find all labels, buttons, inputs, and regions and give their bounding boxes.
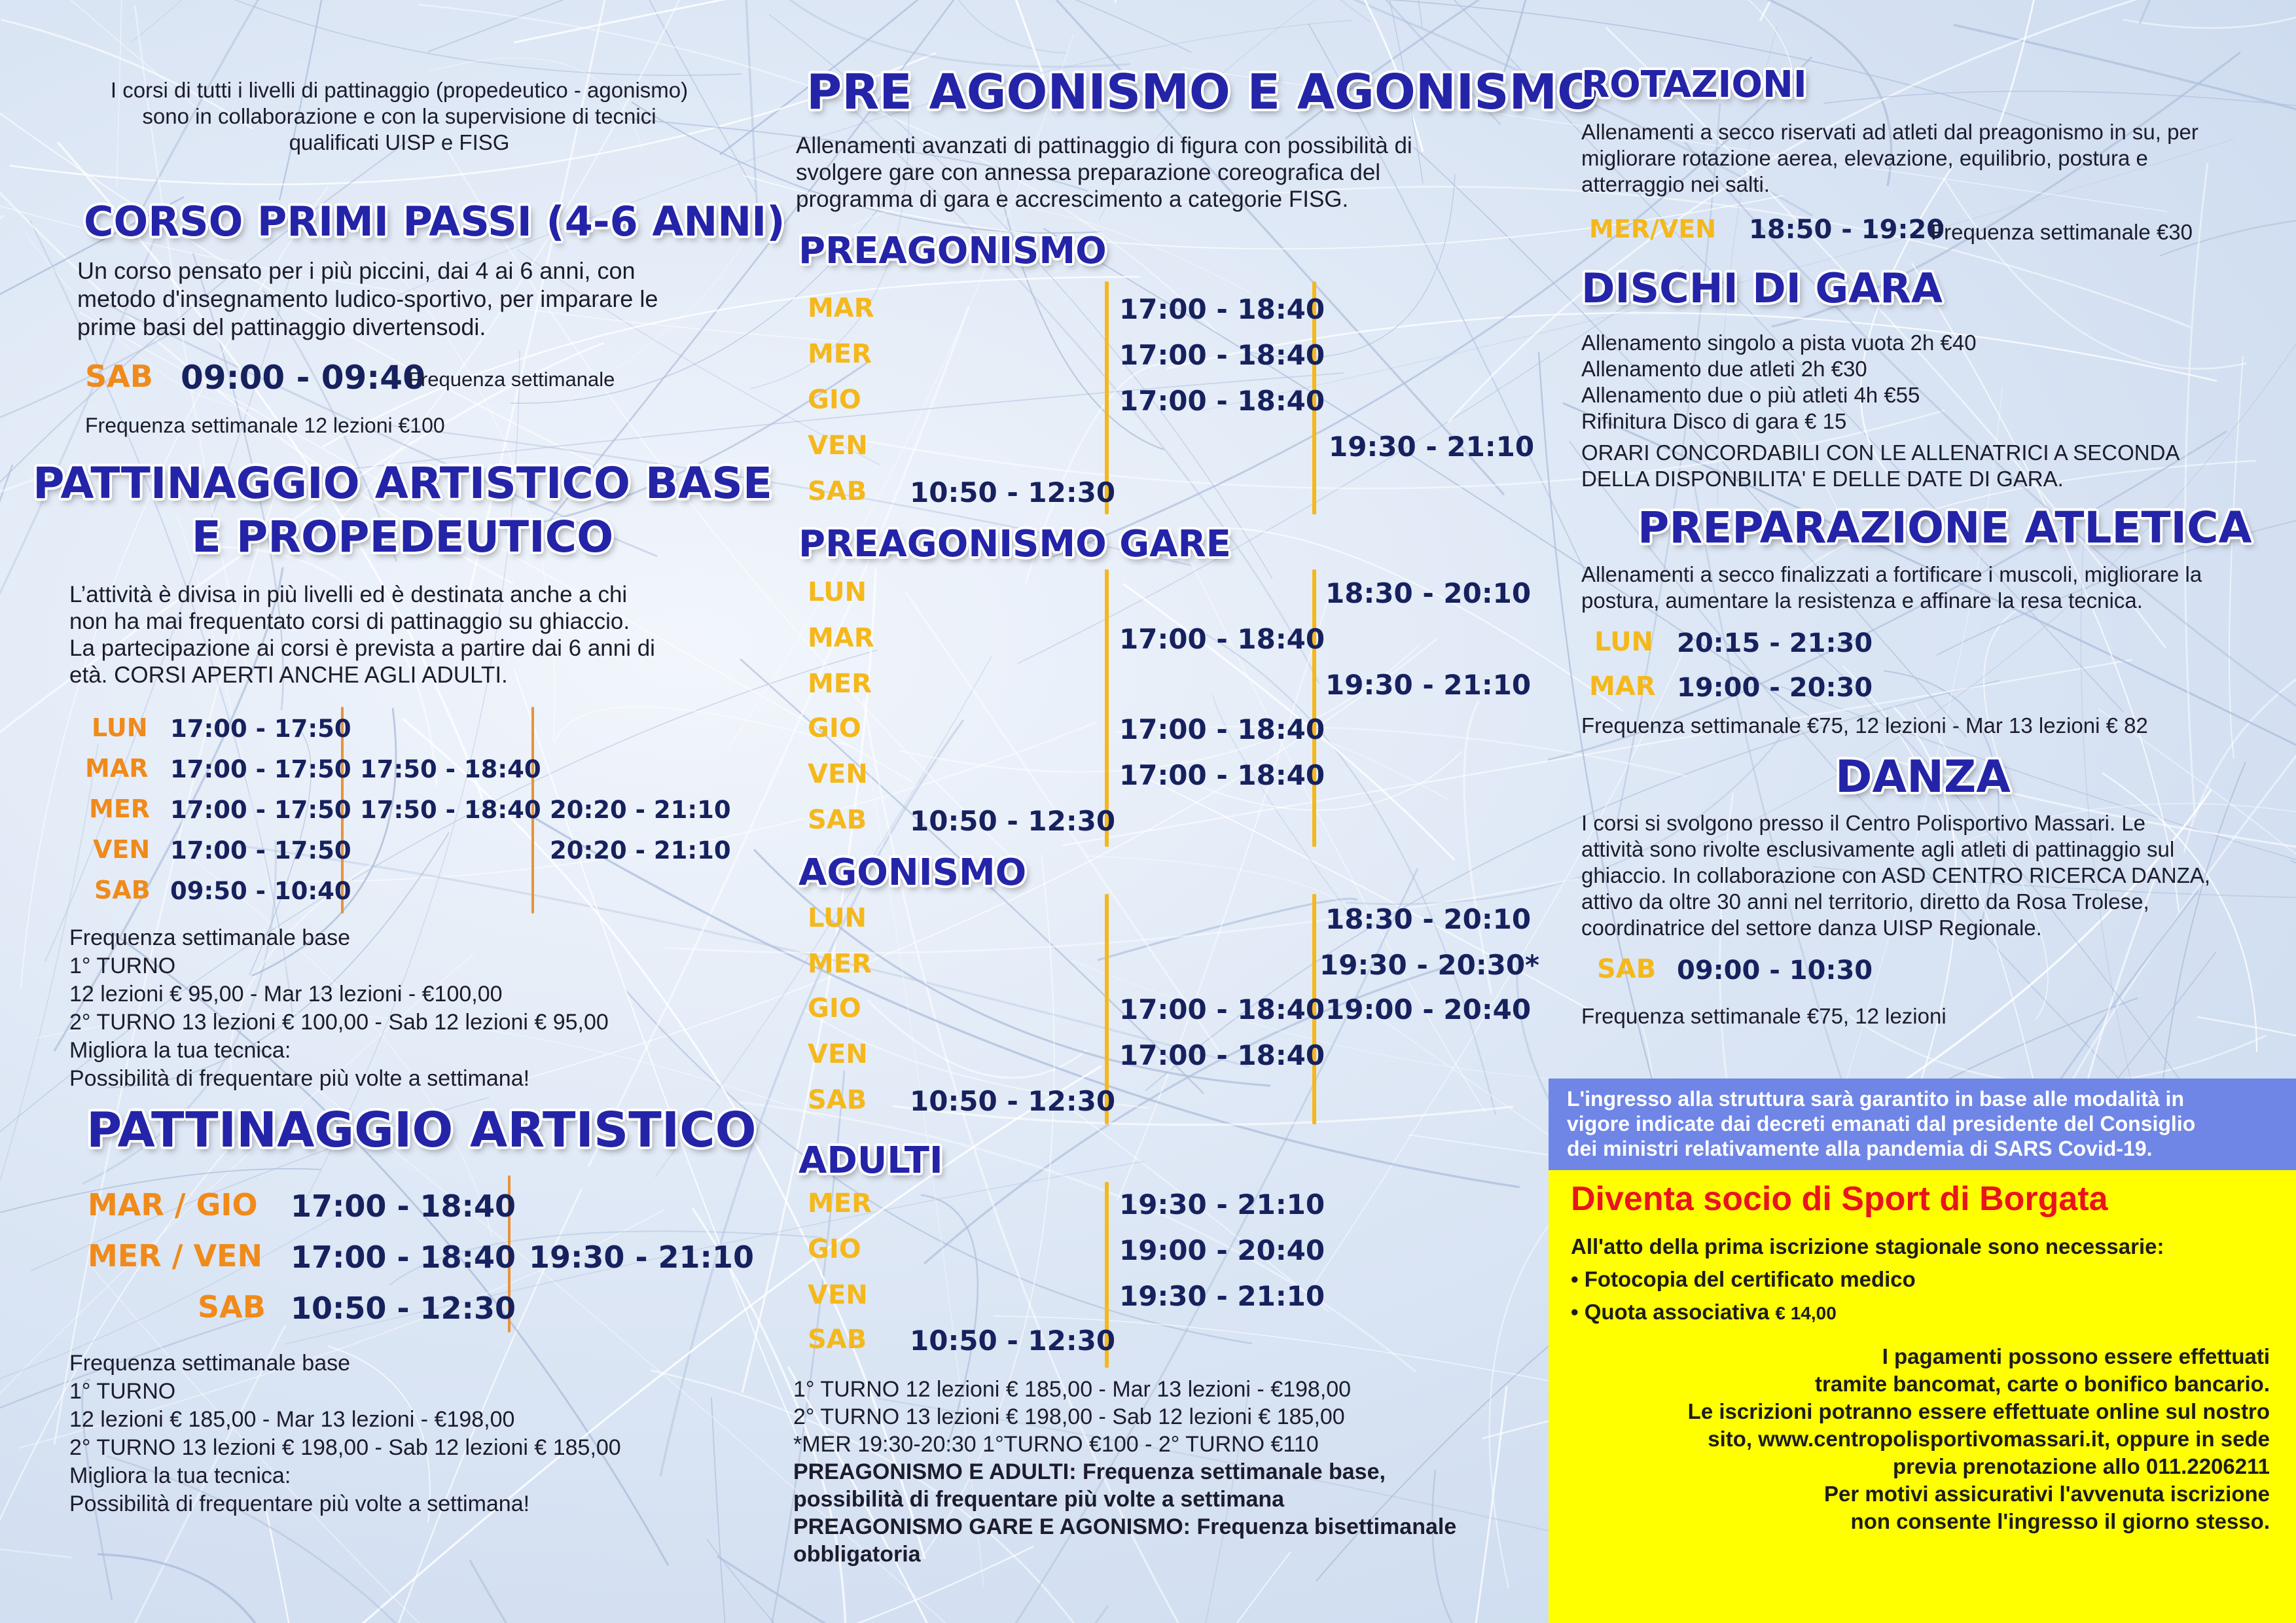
note-line: Frequenza settimanale base: [69, 1351, 351, 1376]
desc-line: La partecipazione ai corsi è prevista a partire dai 6 anni di: [69, 635, 655, 661]
note-line: Frequenza settimanale base: [69, 925, 351, 950]
time-slot: 19:00 - 20:40: [1119, 1234, 1325, 1266]
bold-note-line: PREAGONISMO GARE E AGONISMO: Frequenza bisettimanale: [793, 1514, 1457, 1539]
bold-note-line: possibilità di frequentare più volte a settimana: [793, 1487, 1285, 1512]
desc-line: atterraggio nei salti.: [1581, 172, 1770, 196]
day-label: MAR: [808, 293, 874, 323]
dischi-lines: [1581, 330, 2179, 492]
note-line: 2° TURNO 13 lezioni € 198,00 - Sab 12 lezioni € 185,00: [793, 1404, 1345, 1429]
day-label: LUN: [808, 903, 867, 933]
requirement-label: • Quota associativa: [1571, 1300, 1776, 1324]
membership-title: Diventa socio di Sport di Borgata: [1571, 1180, 2108, 1218]
desc-line: L’attività è divisa in più livelli ed è destinata anche a chi: [69, 582, 628, 607]
divider: [1312, 569, 1316, 847]
agonismo-main-title: PRE AGONISMO E AGONISMO: [806, 64, 1599, 120]
ice-scratch: [1505, 0, 1792, 69]
payment-line: sito, www.centropolisportivomassari.it, oppure in sede: [1708, 1427, 2270, 1451]
desc-line: programma di gara e accrescimento a categorie FISG.: [796, 187, 1349, 212]
desc-line: non ha mai frequentato corsi di pattinaggio su ghiaccio.: [69, 609, 630, 634]
primi-passi-freq: Frequenza settimanale 12 lezioni €100: [85, 414, 445, 437]
ice-scratch: [2123, 0, 2296, 28]
agonismo-desc: [796, 132, 1412, 213]
bold-note-line: obbligatoria: [793, 1542, 921, 1567]
primi-passi-freq-inline: Frequenza settimanale: [408, 368, 615, 391]
intro-line: qualificati UISP e FISG: [289, 130, 510, 154]
desc-line: prime basi del pattinaggio divertensodi.: [77, 313, 486, 340]
rotazioni-desc: [1581, 119, 2198, 198]
danza-title: DANZA: [1835, 751, 2011, 803]
time-slot: 19:30 - 21:10: [1119, 1188, 1325, 1221]
time-slot: 17:00 - 17:50: [170, 836, 351, 865]
time-slot: 17:00 - 18:40: [1119, 1039, 1325, 1071]
adulti-schedule: [772, 1182, 1549, 1372]
payment-info: [1688, 1343, 2270, 1535]
ice-scratch: [2140, 0, 2296, 24]
day-label: MAR / GIO: [88, 1187, 258, 1222]
artistico-schedule: [0, 1175, 772, 1332]
membership-box: [1549, 1170, 2296, 1623]
primi-passi-desc: [77, 257, 658, 341]
danza-freq: Frequenza settimanale €75, 12 lezioni: [1581, 1004, 1946, 1028]
danza-time: 09:00 - 10:30: [1677, 955, 1873, 986]
rotazioni-freq: Frequenza settimanale €30: [1931, 220, 2193, 244]
ice-scratch: [470, 1560, 967, 1623]
time-slot: 17:00 - 17:50: [170, 715, 351, 743]
base-row: [0, 876, 772, 916]
primi-passi-day: SAB: [85, 359, 153, 394]
day-label: SAB: [808, 1085, 867, 1115]
agonismo-schedule: [772, 894, 1549, 1130]
dischi-line: Allenamento singolo a pista vuota 2h €40: [1581, 330, 1977, 355]
base-row: [0, 713, 772, 754]
time-slot: 19:30 - 21:10: [1325, 669, 1532, 701]
time-slot: 10:50 - 12:30: [291, 1291, 516, 1326]
desc-line: postura, aumentare la resistenza e affinare la resa tecnica.: [1581, 588, 2143, 613]
preagonismo-schedule: [772, 281, 1549, 517]
gare-title: PREAGONISMO GARE: [798, 523, 1231, 565]
day-label: VEN: [93, 835, 151, 864]
ice-scratch: [132, 0, 450, 42]
time-slot: 19:30 - 21:10: [1329, 431, 1535, 463]
atletica-day: LUN: [1594, 627, 1654, 657]
ice-scratch: [98, 1554, 296, 1623]
rotazioni-day: MER/VEN: [1589, 215, 1717, 243]
membership-requirements-intro: All'atto della prima iscrizione stagionale sono necessarie:: [1571, 1234, 2164, 1258]
base-row: [0, 754, 772, 794]
dischi-line: DELLA DISPONBILITA' E DELLE DATE DI GARA.: [1581, 467, 2064, 491]
atletica-desc: [1581, 562, 2202, 614]
payment-line: Per motivi assicurativi l'avvenuta iscrizione: [1824, 1482, 2270, 1506]
time-slot: 19:30 - 20:30*: [1319, 949, 1540, 981]
desc-line: Allenamenti a secco riservati ad atleti dal preagonismo in su, per: [1581, 120, 2198, 144]
day-label: MAR: [85, 754, 149, 783]
time-slot: 17:00 - 18:40: [1119, 713, 1325, 745]
desc-line: metodo d'insegnamento ludico-sportivo, per imparare le: [77, 285, 658, 312]
day-label: SAB: [808, 1325, 867, 1355]
time-slot: 17:00 - 18:40: [1119, 385, 1325, 417]
base-notes: [69, 924, 609, 1093]
day-label: SAB: [198, 1289, 266, 1325]
desc-line: coordinatrice del settore danza UISP Regionale.: [1581, 916, 2042, 940]
ice-scratch: [734, 0, 1371, 22]
danza-day: SAB: [1597, 954, 1657, 984]
day-label: SAB: [808, 476, 867, 507]
base-title-line1: PATTINAGGIO ARTISTICO BASE: [33, 458, 772, 508]
atletica-time: 19:00 - 20:30: [1677, 673, 1873, 703]
payment-line: Le iscrizioni potranno essere effettuate online sul nostro: [1687, 1399, 2270, 1423]
ice-scratch: [514, 0, 1352, 43]
payment-line: previa prenotazione allo 011.2206211: [1893, 1454, 2270, 1478]
intro-text: [26, 77, 772, 156]
time-slot: 17:50 - 18:40: [360, 755, 541, 783]
note-line: 1° TURNO: [69, 954, 176, 978]
note-line: Migliora la tua tecnica:: [69, 1038, 291, 1063]
time-slot: 17:00 - 18:40: [1119, 293, 1325, 325]
note-line: 1° TURNO: [69, 1379, 176, 1404]
day-label: MER: [808, 339, 872, 369]
day-label: LUN: [808, 577, 867, 607]
base-title: [0, 458, 805, 562]
time-slot: 10:50 - 12:30: [910, 1325, 1116, 1357]
ice-scratch: [891, 0, 1191, 52]
time-slot: 17:00 - 18:40: [291, 1240, 516, 1275]
ice-scratch: [922, 1605, 1108, 1623]
time-slot: 18:30 - 20:10: [1325, 903, 1532, 935]
day-label: MER: [808, 1188, 872, 1219]
intro-line: I corsi di tutti i livelli di pattinaggio (propedeutico - agonismo): [110, 78, 689, 102]
day-label: LUN: [92, 713, 148, 742]
time-slot: 18:30 - 20:10: [1325, 577, 1532, 609]
preagonismo-title: PREAGONISMO: [798, 230, 1107, 272]
note-line: *MER 19:30-20:30 1°TURNO €100 - 2° TURNO €110: [793, 1432, 1319, 1457]
note-line: 2° TURNO 13 lezioni € 198,00 - Sab 12 lezioni € 185,00: [69, 1435, 621, 1460]
atletica-title: PREPARAZIONE ATLETICA: [1638, 503, 2252, 553]
intro-line: sono in collaborazione e con la supervisione di tecnici: [142, 104, 656, 128]
base-desc: [69, 581, 655, 688]
covid-line: L'ingresso alla struttura sarà garantito in base alle modalità in: [1567, 1087, 2184, 1111]
desc-line: migliorare rotazione aerea, elevazione, equilibrio, postura e: [1581, 146, 2148, 170]
note-line: 2° TURNO 13 lezioni € 100,00 - Sab 12 lezioni € 95,00: [69, 1010, 609, 1035]
time-slot: 17:00 - 17:50: [170, 755, 351, 783]
note-line: 12 lezioni € 95,00 - Mar 13 lezioni - €100,00: [69, 982, 503, 1007]
day-label: SAB: [94, 876, 151, 904]
day-label: VEN: [808, 1039, 868, 1069]
ice-scratch: [2229, 356, 2243, 758]
dischi-line: Rifinitura Disco di gara € 15: [1581, 409, 1847, 433]
base-schedule: [0, 707, 772, 916]
time-slot: 17:00 - 18:40: [1119, 623, 1325, 655]
desc-line: età. CORSI APERTI ANCHE AGLI ADULTI.: [69, 662, 508, 688]
day-label: MAR: [808, 623, 874, 653]
note-line: 1° TURNO 12 lezioni € 185,00 - Mar 13 lezioni - €198,00: [793, 1377, 1352, 1402]
ice-scratch: [2185, 163, 2208, 812]
ice-scratch: [740, 0, 1130, 67]
atletica-time: 20:15 - 21:30: [1677, 628, 1873, 658]
atletica-freq: Frequenza settimanale €75, 12 lezioni - Mar 13 lezioni € 82: [1581, 713, 2148, 738]
ice-scratch: [919, 0, 1066, 53]
time-slot: 19:30 - 21:10: [1119, 1280, 1325, 1312]
time-slot: 19:30 - 21:10: [529, 1240, 754, 1275]
artistico-title: PATTINAGGIO ARTISTICO: [86, 1102, 757, 1158]
base-row: [0, 835, 772, 876]
desc-line: ghiaccio. In collaborazione con ASD CENTRO RICERCA DANZA,: [1581, 863, 2211, 887]
dischi-line: ORARI CONCORDABILI CON LE ALLENATRICI A SECONDA: [1581, 440, 2180, 465]
desc-line: Un corso pensato per i più piccini, dai 4 ai 6 anni, con: [77, 257, 636, 284]
time-slot: 17:50 - 18:40: [360, 796, 541, 824]
desc-line: attività sono rivolte esclusivamente agli atleti di pattinaggio sul: [1581, 837, 2175, 861]
day-label: GIO: [808, 713, 861, 743]
time-slot: 17:00 - 18:40: [1119, 993, 1325, 1026]
time-slot: 09:50 - 10:40: [170, 877, 351, 905]
bold-note-line: PREAGONISMO E ADULTI: Frequenza settimanale base,: [793, 1459, 1386, 1484]
rotazioni-title: ROTAZIONI: [1581, 63, 1807, 106]
note-line: 12 lezioni € 185,00 - Mar 13 lezioni - €198,00: [69, 1407, 515, 1432]
artistico-notes: [69, 1349, 621, 1518]
covid-line: dei ministri relativamente alla pandemia di SARS Covid-19.: [1567, 1137, 2153, 1160]
base-row: [0, 794, 772, 835]
desc-line: Allenamenti avanzati di pattinaggio di figura con possibilità di: [796, 133, 1412, 158]
day-label: MER: [808, 669, 872, 699]
desc-line: svolgere gare con annessa preparazione coreografica del: [796, 160, 1381, 185]
dischi-title: DISCHI DI GARA: [1581, 264, 1943, 312]
gare-schedule: [772, 569, 1549, 851]
time-slot: 20:20 - 21:10: [550, 796, 731, 824]
requirement-item: • Fotocopia del certificato medico: [1571, 1267, 1916, 1291]
danza-desc: [1581, 810, 2210, 941]
ice-scratch: [1760, 0, 2238, 21]
day-label: GIO: [808, 1234, 861, 1264]
desc-line: Allenamenti a secco finalizzati a fortificare i muscoli, migliorare la: [1581, 562, 2202, 586]
desc-line: I corsi si svolgono presso il Centro Polisportivo Massari. Le: [1581, 811, 2146, 835]
payment-line: tramite bancomat, carte o bonifico bancario.: [1815, 1372, 2270, 1396]
adulti-title: ADULTI: [798, 1139, 943, 1182]
desc-line: attivo da oltre 30 anni nel territorio, diretto da Rosa Trolese,: [1581, 889, 2149, 914]
time-slot: 19:00 - 20:40: [1325, 993, 1532, 1026]
day-label: VEN: [808, 431, 868, 461]
primi-passi-title: CORSO PRIMI PASSI (4-6 ANNI): [84, 198, 785, 245]
day-label: MER / VEN: [88, 1238, 262, 1274]
day-label: GIO: [808, 993, 861, 1024]
payment-line: I pagamenti possono essere effettuati: [1882, 1344, 2270, 1368]
day-label: GIO: [808, 385, 861, 415]
time-slot: 10:50 - 12:30: [910, 1085, 1116, 1117]
time-slot: 17:00 - 18:40: [1119, 759, 1325, 791]
rotazioni-time: 18:50 - 19:20: [1749, 215, 1945, 245]
primi-passi-time: 09:00 - 09:40: [181, 359, 425, 397]
time-slot: 17:00 - 18:40: [291, 1188, 516, 1224]
day-label: VEN: [808, 759, 868, 789]
ice-scratch: [2291, 861, 2296, 887]
time-slot: 17:00 - 18:40: [1119, 339, 1325, 371]
payment-line: non consente l'ingresso il giorno stesso.: [1850, 1509, 2270, 1533]
dischi-line: Allenamento due o più atleti 4h €55: [1581, 383, 1920, 407]
day-label: SAB: [808, 805, 867, 835]
day-label: MER: [89, 794, 151, 823]
covid-line: vigore indicate dai decreti emanati dal presidente del Consiglio: [1567, 1112, 2196, 1135]
ice-scratch: [1055, 0, 1128, 3]
ice-scratch: [711, 1397, 800, 1623]
time-slot: 10:50 - 12:30: [910, 476, 1116, 508]
requirement-item: [1571, 1300, 1837, 1325]
requirement-price: € 14,00: [1775, 1303, 1837, 1323]
agonismo-title: AGONISMO: [798, 851, 1027, 894]
note-line: Possibilità di frequentare più volte a settimana!: [69, 1066, 530, 1091]
agonismo-notes: [793, 1376, 1456, 1568]
base-title-line2: E PROPEDEUTICO: [191, 512, 614, 562]
time-slot: 10:50 - 12:30: [910, 805, 1116, 837]
dischi-line: Allenamento due atleti 2h €30: [1581, 357, 1867, 381]
day-label: MER: [808, 949, 872, 979]
time-slot: 17:00 - 17:50: [170, 796, 351, 824]
ice-scratch: [0, 1490, 72, 1558]
note-line: Migliora la tua tecnica:: [69, 1463, 291, 1488]
note-line: Possibilità di frequentare più volte a settimana!: [69, 1491, 530, 1516]
covid-notice: [1549, 1079, 2296, 1170]
atletica-day: MAR: [1589, 671, 1656, 702]
day-label: VEN: [808, 1280, 868, 1310]
time-slot: 20:20 - 21:10: [550, 836, 731, 865]
